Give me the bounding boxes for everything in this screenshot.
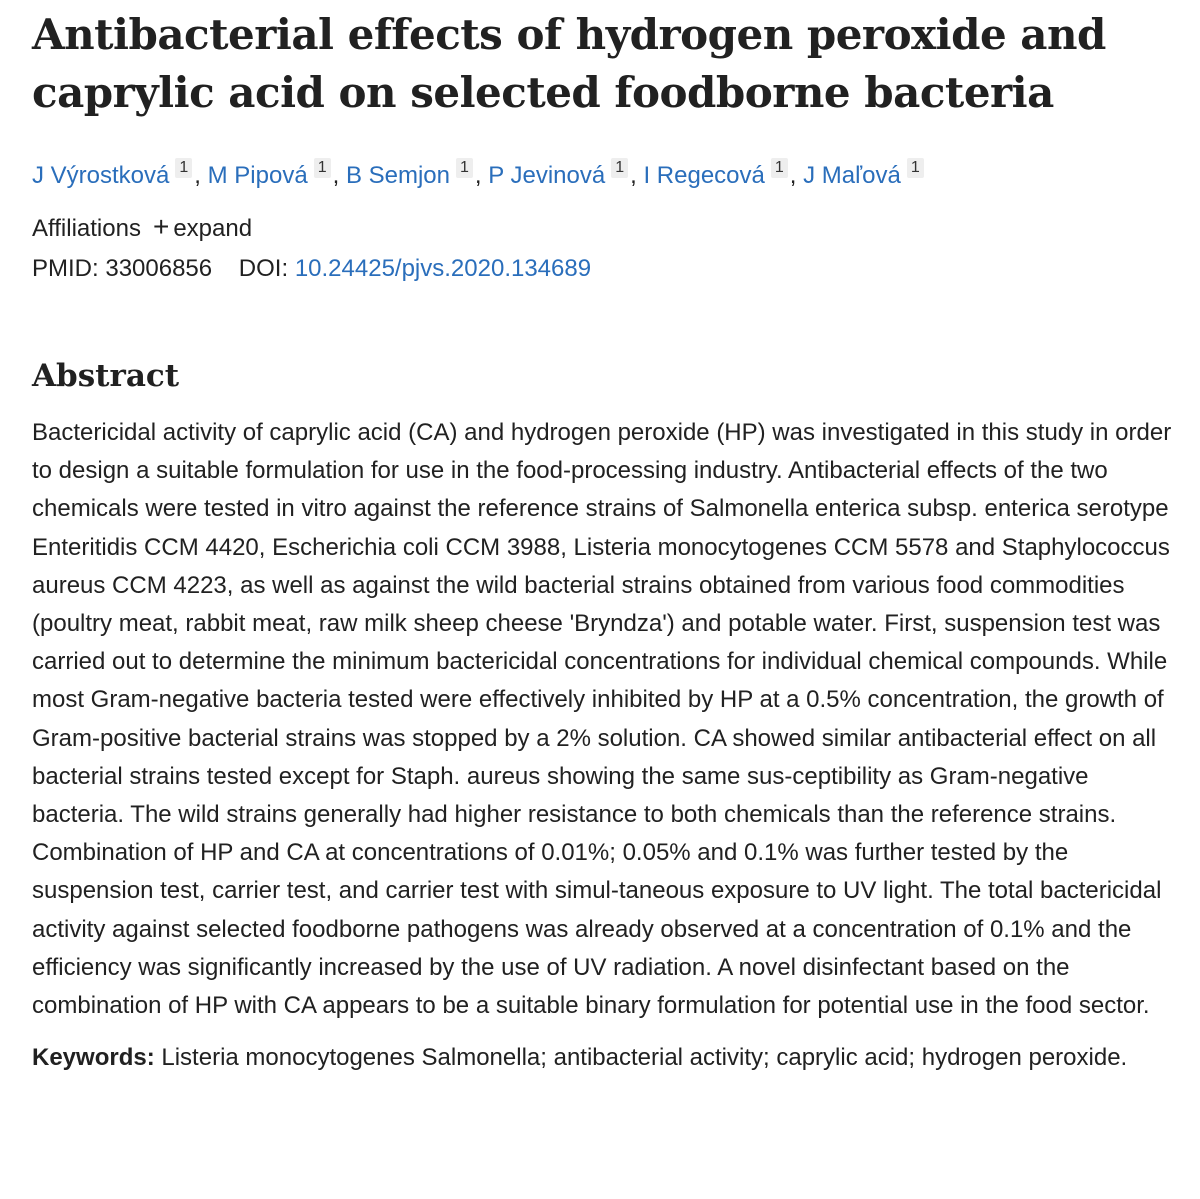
author-link[interactable]: B Semjon [345,162,450,189]
author-link[interactable]: I Regecová [643,162,765,189]
expand-label: expand [173,215,253,242]
keywords [32,1039,1182,1077]
author-link[interactable]: P Jevinová [488,162,606,189]
affiliation-ref[interactable]: 1 [314,158,331,178]
doi-label: DOI: [238,255,289,282]
article [0,6,1182,1077]
abstract-heading: Abstract [32,358,180,394]
affiliations-label: Affiliations [32,215,141,242]
abstract-text: Bactericidal activity of caprylic acid (CA) and hydrogen peroxide (HP) was investigated in this study in order to design a suitable formulation for use in the food-processing industry. Antibacterial effects of the two chemicals were tested in vitro against the reference strains of Salmonella enterica subsp. enterica serotype Enteritidis CCM 4420, Escherichia coli CCM 3988, Listeria monocytogenes CCM 5578 and Staphylococcus aureus CCM 4223, as well as against the wild bacterial strains obtained from various food commodities (poultry meat, rabbit meat, raw milk sheep cheese 'Bryndza') and potable water. First, suspension test was carried out to determine the minimum bactericidal concentrations for individual chemical compounds. While most Gram-negative bacteria tested were effectively inhibited by HP at a 0.5% concentration, the growth of Gram-positive bacterial strains was stopped by a 2% solution. CA showed similar antibacterial effect on all bacterial strains tested except for Staph. aureus showing the same sus-ceptibility as Gram-negative bacteria. The wild strains generally had higher resistance to both chemicals than the reference strains. Combination of HP and CA at concentrations of 0.01%; 0.05% and 0.1% was further tested by the suspension test, carrier test, and carrier test with simul-taneous exposure to UV light. The total bactericidal activity against selected foodborne pathogens was already observed at a concentration of 0.1% and the efficiency was significantly increased by the use of UV radiation. A novel disinfectant based on the combination of HP with CA appears to be a suitable binary formulation for potential use in the food sector. [32,419,1172,1020]
affiliation-ref[interactable]: 1 [771,158,788,178]
keywords-label: Keywords: [32,1044,155,1072]
doi-link[interactable]: 10.24425/pjvs.2020.134689 [294,255,592,282]
identifiers [32,252,1182,286]
keywords-text: Listeria monocytogenes Salmonella; antibacterial activity; caprylic acid; hydrogen peroxide. [161,1044,1128,1072]
author-link[interactable]: J Maľová [803,162,901,189]
author-link[interactable]: J Výrostková [32,162,170,189]
author-list: J Výrostková 1 , M Pipová 1 , B Semjon 1 , P Jevinová 1 , I Regecová 1 , J Maľová 1 [32,158,1182,194]
pmid-value: 33006856 [105,255,213,282]
affiliations-row [32,210,1182,246]
affiliation-ref[interactable]: 1 [175,158,192,178]
affiliation-ref[interactable]: 1 [611,158,628,178]
plus-icon: + [152,211,170,242]
pmid-label: PMID: [32,255,99,282]
expand-button[interactable] [141,211,253,242]
affiliation-ref[interactable]: 1 [907,158,924,178]
author-link[interactable]: M Pipová [207,162,308,189]
article-title: Antibacterial effects of hydrogen peroxide and caprylic acid on selected foodborne bacteria [32,10,1106,117]
affiliation-ref[interactable]: 1 [456,158,473,178]
